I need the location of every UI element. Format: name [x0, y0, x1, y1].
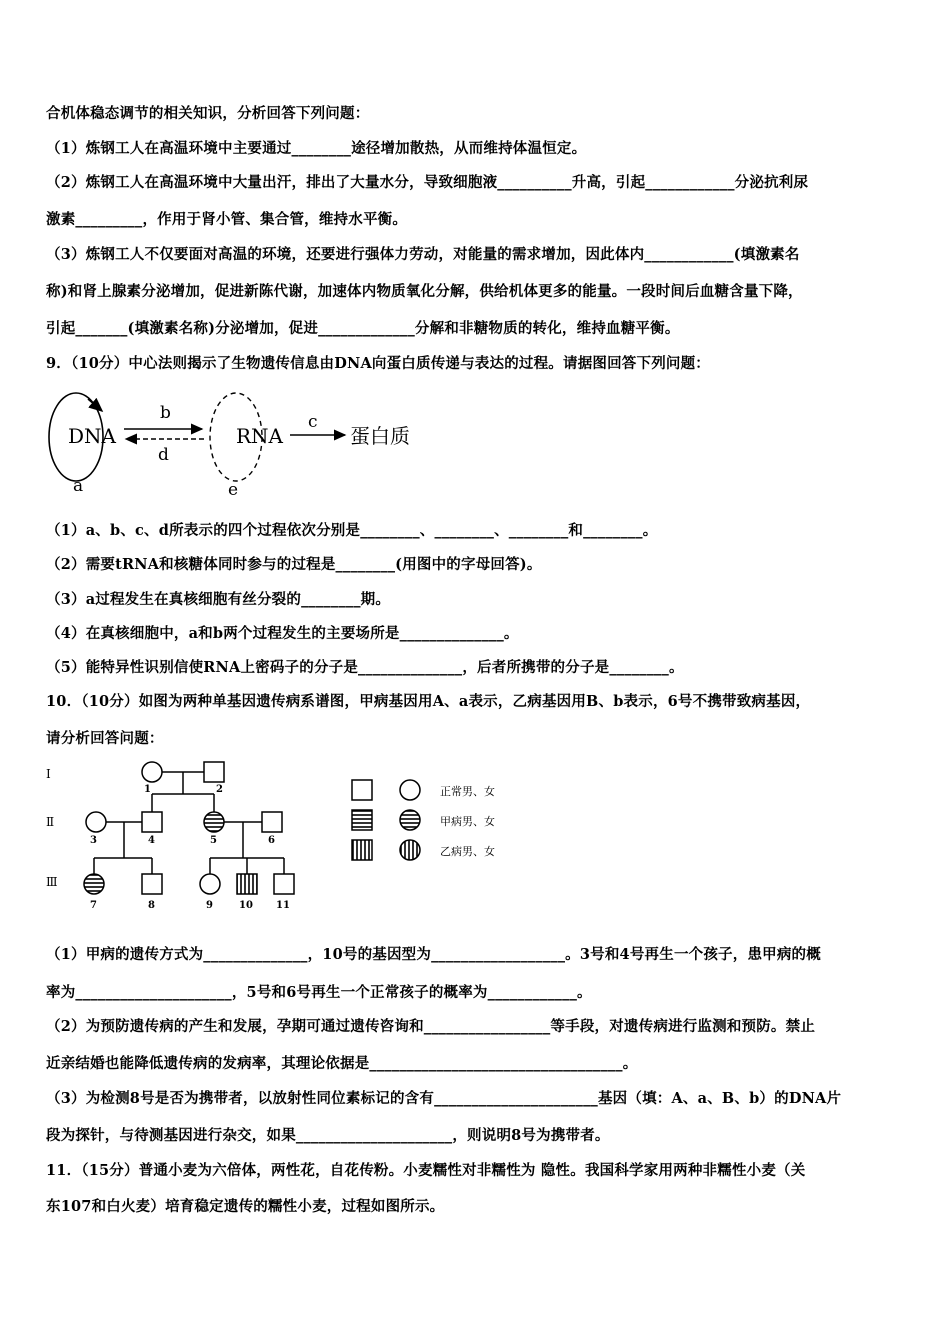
num-3: 3 — [90, 835, 97, 846]
label-d: d — [158, 445, 169, 465]
question-9-title: 9．（10分）中心法则揭示了生物遗传信息由DNA向蛋白质传递与表达的过程。请据图回答下列问题： — [46, 355, 710, 372]
text-line-6: 称)和肾上腺素分泌增加，促进新陈代谢，加速体内物质氧化分解，供给机体更多的能量。一段时间后血糖含量下降， — [46, 283, 803, 300]
text-line-7: 引起_______(填激素名称)分泌增加，促进_____________分解和非糖物质的转化，维持血糖平衡。 — [46, 320, 680, 337]
individual-2 — [204, 762, 224, 782]
question-10-title: 10．（10分）如图为两种单基因遗传病系谱图，甲病基因用A、a表示，乙病基因用B、b表示，6号不携带致病基因， — [46, 693, 811, 710]
q10-sub-1: （1）甲病的遗传方式为______________，10号的基因型为__________________。3号和4号再生一个孩子，患甲病的概 — [46, 946, 821, 963]
legend-disease-b: 乙病男、女 — [440, 845, 495, 858]
q9-sub-1: （1）a、b、c、d所表示的四个过程依次分别是________、________、________和________。 — [46, 522, 658, 539]
label-e: e — [228, 480, 239, 500]
individual-7 — [84, 874, 104, 894]
legend-disease-a: 甲病男、女 — [440, 815, 495, 828]
q10-sub-3: （3）为检测8号是否为携带者，以放射性同位素标记的含有______________________基因（填：A、a、B、b）的DNA片 — [46, 1090, 842, 1107]
individual-1 — [142, 762, 162, 782]
q10-sub-2-cont: 近亲结婚也能降低遗传病的发病率，其理论依据是__________________________________。 — [46, 1055, 638, 1072]
pedigree-legend — [352, 780, 495, 860]
label-a: a — [73, 476, 84, 496]
question-11-title-cont: 东107和白火麦）培育稳定遗传的糯性小麦，过程如图所示。 — [46, 1198, 445, 1215]
replication-arrowhead — [88, 399, 102, 411]
question-11-title: 11．（15分）普通小麦为六倍体，两性花，自花传粉。小麦糯性对非糯性为 隐性。我国科学家用两种非糯性小麦（关 — [46, 1162, 806, 1179]
q10-sub-2: （2）为预防遗传病的产生和发展，孕期可通过遗传咨询和_________________等手段，对遗传病进行监测和预防。禁止 — [46, 1018, 816, 1035]
label-c: c — [308, 412, 318, 432]
text-line-4: 激素_________，作用于肾小管、集合管，维持水平衡。 — [46, 211, 408, 228]
label-b: b — [160, 403, 171, 423]
num-4: 4 — [148, 835, 155, 846]
central-dogma-diagram — [40, 385, 440, 500]
num-10: 10 — [239, 900, 253, 911]
individual-3 — [86, 812, 106, 832]
text-line-3: （2）炼钢工人在高温环境中大量出汗，排出了大量水分，导致细胞液__________升高，引起____________分泌抗利尿 — [46, 174, 809, 191]
num-6: 6 — [268, 835, 275, 846]
protein-label: 蛋白质 — [350, 424, 410, 448]
question-10-title-cont: 请分析回答问题： — [46, 730, 164, 747]
text-line-1: 合机体稳态调节的相关知识，分析回答下列问题： — [46, 105, 370, 122]
pedigree-chart — [40, 758, 520, 916]
q9-sub-3: （3）a过程发生在真核细胞有丝分裂的________期。 — [46, 591, 391, 608]
gen-label-1: Ⅰ — [46, 767, 51, 781]
num-11: 11 — [276, 900, 290, 911]
q10-sub-1-cont: 率为_____________________，5号和6号再生一个正常孩子的概率为____________。 — [46, 984, 592, 1001]
gen-label-3: Ⅲ — [46, 875, 58, 889]
text-line-2: （1）炼钢工人在高温环境中主要通过________途径增加散热，从而维持体温恒定。 — [46, 140, 587, 157]
individual-10 — [237, 874, 257, 894]
individual-4 — [142, 812, 162, 832]
legend-normal: 正常男、女 — [440, 785, 495, 798]
individual-9 — [200, 874, 220, 894]
q9-sub-2: （2）需要tRNA和核糖体同时参与的过程是________(用图中的字母回答)。 — [46, 556, 542, 573]
individual-5 — [204, 812, 224, 832]
individual-11 — [274, 874, 294, 894]
dna-label: DNA — [68, 424, 116, 448]
num-1: 1 — [144, 784, 151, 795]
num-7: 7 — [90, 900, 97, 911]
q9-sub-5: （5）能特异性识别信使RNA上密码子的分子是______________，后者所携带的分子是________。 — [46, 659, 684, 676]
num-2: 2 — [216, 784, 223, 795]
rna-label: RNA — [236, 424, 284, 448]
gen-label-2: Ⅱ — [46, 815, 55, 829]
num-5: 5 — [210, 835, 217, 846]
text-line-5: （3）炼钢工人不仅要面对高温的环境，还要进行强体力劳动，对能量的需求增加，因此体内____________(填激素名 — [46, 246, 800, 263]
individual-8 — [142, 874, 162, 894]
q9-sub-4: （4）在真核细胞中，a和b两个过程发生的主要场所是______________。 — [46, 625, 519, 642]
num-8: 8 — [148, 900, 155, 911]
individual-6 — [262, 812, 282, 832]
q10-sub-3-cont: 段为探针，与待测基因进行杂交，如果_____________________，则说明8号为携带者。 — [46, 1127, 610, 1144]
num-9: 9 — [206, 900, 213, 911]
